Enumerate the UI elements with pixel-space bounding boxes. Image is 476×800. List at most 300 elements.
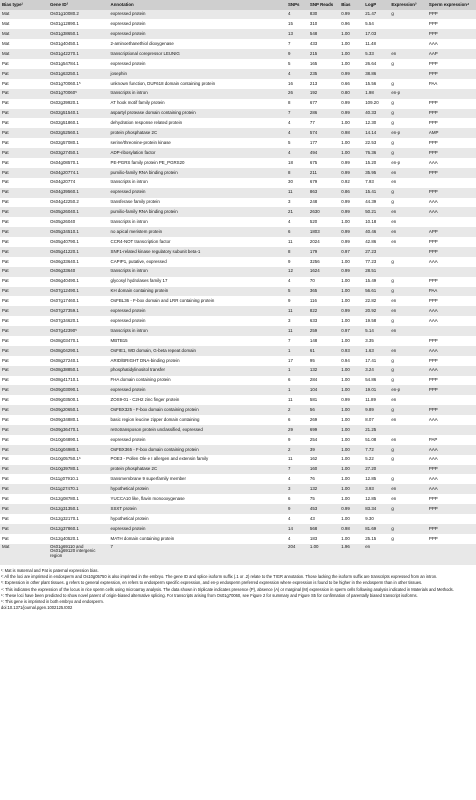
cell-expression: g [389, 109, 427, 119]
cell-annotation: AT hook motif family protein [109, 99, 286, 109]
cell-logp: 22.53 [363, 138, 389, 148]
cell-logp: 12.85 [363, 474, 389, 484]
cell-snp-reads: 56 [308, 405, 339, 415]
cell-snp-reads: 286 [308, 109, 339, 119]
cell-sperm-expression: PPP [427, 118, 476, 128]
cell-bias-type: Pat [0, 198, 48, 208]
cell-bias: 0.86 [339, 188, 363, 198]
cell-snps: 11 [286, 237, 308, 247]
cell-annotation: hypothetical protein [109, 514, 286, 524]
cell-logp: en [363, 544, 389, 565]
cell-expression: en [389, 168, 427, 178]
table-row [0, 524, 476, 534]
cell-annotation: protein phosphatase 2C [109, 128, 286, 138]
cell-expression: en [389, 217, 427, 227]
cell-gene-id: Os01g54784.1 [48, 59, 109, 69]
cell-snp-reads: 77 [308, 118, 339, 128]
cell-gene-id: Os05g34510.1 [48, 227, 109, 237]
cell-bias-type: Pat [0, 455, 48, 465]
cell-annotation: expressed protein [109, 59, 286, 69]
cell-logp: 83.34 [363, 504, 389, 514]
cell-bias: 0.99 [339, 395, 363, 405]
cell-annotation: expressed protein [109, 435, 286, 445]
cell-snps: 30 [286, 178, 308, 188]
cell-sperm-expression: AAA [427, 158, 476, 168]
cell-snp-reads: 3256 [308, 257, 339, 267]
cell-snp-reads: 520 [308, 217, 339, 227]
cell-expression: en [389, 415, 427, 425]
cell-bias-type: Pat [0, 188, 48, 198]
table-row [0, 198, 476, 208]
cell-annotation: transcriptional corepressor LEUNIG [109, 49, 286, 59]
cell-logp: 3.35 [363, 336, 389, 346]
cell-bias-type: Pat [0, 306, 48, 316]
table-row [0, 138, 476, 148]
cell-annotation: transcripts in intron [109, 178, 286, 188]
cell-logp: 5.22 [363, 455, 389, 465]
cell-bias-type: Pat [0, 316, 48, 326]
cell-annotation: expressed protein [109, 524, 286, 534]
cell-bias: 1.00 [339, 287, 363, 297]
cell-sperm-expression: PPP [427, 10, 476, 20]
cell-bias-type: Pat [0, 425, 48, 435]
cell-annotation: transferase family protein [109, 198, 286, 208]
cell-sperm-expression: PPP [427, 534, 476, 544]
cell-bias: 1.96 [339, 544, 363, 565]
cell-snps: 7 [286, 465, 308, 475]
cell-bias: 1.00 [339, 494, 363, 504]
cell-sperm-expression: PAA [427, 79, 476, 89]
cell-snp-reads: 581 [308, 395, 339, 405]
cell-annotation: aspartyl protease domain containing protein [109, 109, 286, 119]
cell-annotation: expressed protein [109, 10, 286, 20]
cell-annotation: unknown function, DUF618 domain containing protein [109, 79, 286, 89]
cell-sperm-expression [427, 544, 476, 565]
table-row [0, 376, 476, 386]
table-row [0, 504, 476, 514]
cell-bias-type: Pat [0, 148, 48, 158]
cell-bias-type: Pat [0, 158, 48, 168]
cell-bias: 1.00 [339, 39, 363, 49]
cell-snp-reads: 254 [308, 435, 339, 445]
cell-snp-reads: 675 [308, 158, 339, 168]
cell-snps: 6 [286, 376, 308, 386]
table-row [0, 465, 476, 475]
cell-sperm-expression: PPP [427, 19, 476, 29]
cell-gene-id: Os04g39560.1 [48, 188, 109, 198]
cell-annotation: serine/threonine-protein kinase [109, 138, 286, 148]
cell-expression: g [389, 118, 427, 128]
col-gene-id: Gene ID² [48, 0, 109, 10]
cell-gene-id: Os09g03090.1 [48, 385, 109, 395]
cell-logp: 26.64 [363, 59, 389, 69]
cell-expression: g [389, 138, 427, 148]
table-row [0, 257, 476, 267]
cell-snp-reads: 211 [308, 168, 339, 178]
cell-gene-id: Os08g27240.1 [48, 356, 109, 366]
cell-snp-reads: 1.00 [308, 544, 339, 565]
cell-expression: g [389, 405, 427, 415]
cell-gene-id: Os08g41710.1 [48, 376, 109, 386]
cell-gene-id: Os02g52560.1 [48, 128, 109, 138]
cell-expression: g [389, 504, 427, 514]
table-row [0, 109, 476, 119]
cell-annotation: MATH domain containing protein [109, 534, 286, 544]
cell-bias: 0.99 [339, 504, 363, 514]
table-row [0, 395, 476, 405]
col-bias-type: Bias type¹ [0, 0, 48, 10]
cell-snp-reads: 310 [308, 19, 339, 29]
cell-logp: 27.23 [363, 247, 389, 257]
cell-gene-id: Os11g07910.1 [48, 474, 109, 484]
cell-snp-reads: 830 [308, 10, 339, 20]
col-sperm-expression: Sperm expression⁴ [427, 0, 476, 10]
cell-expression: g [389, 99, 427, 109]
cell-snps: 13 [286, 29, 308, 39]
cell-gene-id: Os02g57080.1 [48, 138, 109, 148]
cell-logp: 15.41 [363, 188, 389, 198]
table-row [0, 435, 476, 445]
cell-snp-reads: 76 [308, 474, 339, 484]
table-row [0, 385, 476, 395]
cell-snps: 4 [286, 217, 308, 227]
table-row [0, 237, 476, 247]
col-logp: LogP [363, 0, 389, 10]
cell-bias: 0.99 [339, 69, 363, 79]
cell-logp: 1.98 [363, 89, 389, 99]
cell-snp-reads: 116 [308, 296, 339, 306]
cell-gene-id: Os01g63250.1 [48, 69, 109, 79]
cell-annotation: transcripts in intron [109, 217, 286, 227]
table-row [0, 247, 476, 257]
cell-logp: 40.46 [363, 227, 389, 237]
cell-logp: 11.89 [363, 395, 389, 405]
cell-sperm-expression: PAP [427, 435, 476, 445]
cell-bias: 1.00 [339, 376, 363, 386]
cell-snps: 7 [286, 39, 308, 49]
cell-snp-reads: 248 [308, 198, 339, 208]
cell-bias-type: Pat [0, 366, 48, 376]
cell-sperm-expression: PPP [427, 296, 476, 306]
cell-logp: 51.08 [363, 435, 389, 445]
table-row [0, 277, 476, 287]
cell-snps: 11 [286, 395, 308, 405]
cell-snps: 3 [286, 484, 308, 494]
cell-bias-type: Pat [0, 99, 48, 109]
cell-snps: 4 [286, 69, 308, 79]
cell-gene-id: Os04g08570.1 [48, 158, 109, 168]
table-row [0, 79, 476, 89]
cell-logp: 14.14 [363, 128, 389, 138]
cell-sperm-expression: PPP [427, 336, 476, 346]
cell-gene-id: Os12g37860.1 [48, 524, 109, 534]
cell-expression: g [389, 445, 427, 455]
cell-expression: en [389, 237, 427, 247]
cell-snps: 17 [286, 356, 308, 366]
col-annotation: Annotation [109, 0, 286, 10]
cell-sperm-expression: PPP [427, 247, 476, 257]
cell-snp-reads: 235 [308, 69, 339, 79]
cell-sperm-expression: PAA [427, 287, 476, 297]
cell-expression: en-p [389, 385, 427, 395]
cell-expression: g [389, 148, 427, 158]
cell-bias-type: Pat [0, 69, 48, 79]
cell-gene-id: Os10g04890.1 [48, 435, 109, 445]
cell-bias-type: Pat [0, 257, 48, 267]
cell-snp-reads: 95 [308, 356, 339, 366]
cell-sperm-expression: AAP [427, 49, 476, 59]
cell-expression [389, 39, 427, 49]
cell-sperm-expression: PPP [427, 188, 476, 198]
cell-gene-id: Os09g34880.1 [48, 415, 109, 425]
cell-sperm-expression [427, 217, 476, 227]
cell-bias-type: Pat [0, 168, 48, 178]
cell-logp: 3.93 [363, 484, 389, 494]
cell-sperm-expression: PPP [427, 385, 476, 395]
cell-bias-type: Mat [0, 39, 48, 49]
cell-sperm-expression [427, 425, 476, 435]
cell-logp: 15.49 [363, 277, 389, 287]
cell-logp: 56.61 [363, 287, 389, 297]
cell-logp: 17.41 [363, 356, 389, 366]
cell-bias: 1.00 [339, 49, 363, 59]
cell-bias-type: Pat [0, 326, 48, 336]
cell-snps: 3 [286, 198, 308, 208]
cell-bias: 1.00 [339, 366, 363, 376]
cell-bias-type: Pat [0, 207, 48, 217]
cell-bias: 1.00 [339, 118, 363, 128]
cell-sperm-expression: PPP [427, 59, 476, 69]
cell-snps: 12 [286, 267, 308, 277]
footnote: ²: All the loci are imprinted in endosperm and Os10g05750 is also imprinted in the embryo. The gene ID and splice isoform suffix (.1 or .2) relate to the TIGR annotation. Those lacking the isoform suffix are transcripts expressed from an intron. [1, 573, 438, 579]
cell-expression: g [389, 366, 427, 376]
cell-logp: 35.95 [363, 168, 389, 178]
cell-gene-id: Os12g40520.1 [48, 534, 109, 544]
cell-snps: 6 [286, 227, 308, 237]
cell-snps: 9 [286, 504, 308, 514]
cell-sperm-expression: AAA [427, 257, 476, 267]
cell-logp: 77.23 [363, 257, 389, 267]
cell-annotation: transcripts in intron [109, 89, 286, 99]
cell-snp-reads: 433 [308, 39, 339, 49]
cell-gene-id: Os06g33640.1 [48, 257, 109, 267]
cell-gene-id: Os09g03500.1 [48, 395, 109, 405]
cell-gene-id: Os08g04290.1 [48, 346, 109, 356]
cell-bias: 0.96 [339, 19, 363, 29]
cell-snps: 18 [286, 158, 308, 168]
cell-gene-id: Os06g40490.1 [48, 277, 109, 287]
cell-expression: g [389, 474, 427, 484]
cell-annotation: KH domain containing protein [109, 287, 286, 297]
cell-bias-type: Pat [0, 405, 48, 415]
cell-snp-reads: 822 [308, 306, 339, 316]
cell-sperm-expression: AAA [427, 445, 476, 455]
cell-snps: 11 [286, 455, 308, 465]
cell-annotation: SSXT protein [109, 504, 286, 514]
cell-snps: 4 [286, 277, 308, 287]
cell-expression: g [389, 376, 427, 386]
cell-gene-id: Os09g20650.1 [48, 405, 109, 415]
cell-sperm-expression: AAA [427, 316, 476, 326]
cell-bias: 0.99 [339, 168, 363, 178]
cell-annotation: basic region leucine zipper domain containing [109, 415, 286, 425]
cell-bias: 0.66 [339, 79, 363, 89]
cell-sperm-expression: PPP [427, 524, 476, 534]
cell-bias: 1.00 [339, 138, 363, 148]
cell-bias-type: Pat [0, 336, 48, 346]
cell-gene-id: Os01g38650.1 [48, 29, 109, 39]
cell-bias: 0.98 [339, 524, 363, 534]
table-row [0, 128, 476, 138]
cell-expression: g [389, 524, 427, 534]
cell-expression: g [389, 79, 427, 89]
cell-bias: 0.92 [339, 178, 363, 188]
cell-bias-type: Mat [0, 10, 48, 20]
cell-expression: g [389, 534, 427, 544]
cell-expression: en [389, 326, 427, 336]
cell-snp-reads: 259 [308, 326, 339, 336]
table-row [0, 207, 476, 217]
cell-sperm-expression: AAA [427, 198, 476, 208]
cell-annotation: 7 [109, 544, 286, 565]
cell-snps: 11 [286, 306, 308, 316]
cell-logp: 40.33 [363, 109, 389, 119]
cell-snps: 16 [286, 79, 308, 89]
cell-snp-reads: 1624 [308, 267, 339, 277]
cell-bias: 1.00 [339, 385, 363, 395]
cell-sperm-expression: PPP [427, 356, 476, 366]
cell-bias: 0.99 [339, 207, 363, 217]
cell-gene-id: Os01g10080.2 [48, 10, 109, 20]
cell-snp-reads: 1803 [308, 227, 339, 237]
cell-expression: en [389, 435, 427, 445]
table-row [0, 306, 476, 316]
cell-bias-type: Pat [0, 474, 48, 484]
cell-annotation: transmembrane 9 superfamily member [109, 474, 286, 484]
cell-annotation: ARID/BRIGHT DNA-binding protein [109, 356, 286, 366]
table-row [0, 534, 476, 544]
cell-expression [389, 465, 427, 475]
cell-sperm-expression: PPP [427, 494, 476, 504]
cell-bias: 1.00 [339, 534, 363, 544]
cell-snps: 8 [286, 247, 308, 257]
cell-expression: en [389, 346, 427, 356]
cell-gene-id: Os08g03470.1 [48, 336, 109, 346]
cell-gene-id: Os10g39780.1 [48, 465, 109, 475]
cell-sperm-expression [427, 514, 476, 524]
cell-sperm-expression: PPP [427, 138, 476, 148]
cell-sperm-expression: AAA [427, 484, 476, 494]
cell-bias: 0.94 [339, 356, 363, 366]
cell-bias: 1.00 [339, 405, 363, 415]
cell-expression [389, 336, 427, 346]
cell-bias: 1.00 [339, 415, 363, 425]
cell-annotation: josephin [109, 69, 286, 79]
cell-annotation: OsFBL36 - F-box domain and LRR containing protein [109, 296, 286, 306]
col-snp-reads: SNP Reads [308, 0, 339, 10]
cell-gene-id: Os04g20774 [48, 178, 109, 188]
cell-bias-type: Pat [0, 217, 48, 227]
cell-logp: 22.82 [363, 296, 389, 306]
cell-expression [389, 29, 427, 39]
cell-logp: 81.69 [363, 524, 389, 534]
cell-logp: 38.86 [363, 69, 389, 79]
cell-bias-type: Mat [0, 29, 48, 39]
table-row [0, 217, 476, 227]
cell-bias-type: Pat [0, 227, 48, 237]
cell-sperm-expression: PPP [427, 29, 476, 39]
cell-snp-reads: 699 [308, 425, 339, 435]
cell-snps: 9 [286, 257, 308, 267]
cell-sperm-expression: AAA [427, 474, 476, 484]
table-row [0, 39, 476, 49]
table-row [0, 336, 476, 346]
cell-annotation: CCR4-NOT transcription factor [109, 237, 286, 247]
cell-bias: 0.99 [339, 227, 363, 237]
cell-logp: 19.01 [363, 385, 389, 395]
cell-logp: 15.56 [363, 79, 389, 89]
cell-expression [389, 69, 427, 79]
cell-snps: 14 [286, 524, 308, 534]
cell-expression: en [389, 296, 427, 306]
cell-snps: 4 [286, 10, 308, 20]
table-row [0, 29, 476, 39]
cell-logp: 5.33 [363, 49, 389, 59]
cell-expression: g [389, 316, 427, 326]
cell-logp: 76.36 [363, 148, 389, 158]
cell-bias-type: Pat [0, 267, 48, 277]
cell-sperm-expression: AAA [427, 39, 476, 49]
cell-snp-reads: 165 [308, 59, 339, 69]
cell-expression: en [389, 306, 427, 316]
cell-bias: 0.99 [339, 306, 363, 316]
cell-sperm-expression: PPP [427, 69, 476, 79]
cell-gene-id: Os12g32170.1 [48, 514, 109, 524]
cell-annotation: OsFBX325 - F-box domain containing protein [109, 405, 286, 415]
cell-bias: 0.99 [339, 10, 363, 20]
cell-bias-type: Pat [0, 296, 48, 306]
cell-gene-id: Os10g04980.1 [48, 445, 109, 455]
cell-snps: 5 [286, 59, 308, 69]
cell-logp: 28.51 [363, 267, 389, 277]
cell-logp: 7.93 [363, 178, 389, 188]
table-row [0, 99, 476, 109]
cell-annotation: expressed protein [109, 188, 286, 198]
cell-gene-id: Os01g12890.1 [48, 19, 109, 29]
cell-sperm-expression: AMP [427, 128, 476, 138]
cell-bias: 1.00 [339, 296, 363, 306]
cell-bias-type: Pat [0, 376, 48, 386]
table-row [0, 296, 476, 306]
cell-annotation: ADP-ribosylation factor [109, 148, 286, 158]
table-row [0, 346, 476, 356]
cell-logp: 8.07 [363, 415, 389, 425]
cell-bias: 1.00 [339, 455, 363, 465]
cell-bias: 1.00 [339, 257, 363, 267]
cell-bias: 0.99 [339, 237, 363, 247]
cell-gene-id: Os07g34620.1 [48, 316, 109, 326]
cell-sperm-expression: PPP [427, 237, 476, 247]
cell-snps: 11 [286, 326, 308, 336]
cell-logp: 15.20 [363, 158, 389, 168]
cell-bias-type: Pat [0, 287, 48, 297]
cell-bias-type: Pat [0, 524, 48, 534]
cell-gene-id: Os07g17460.1 [48, 296, 109, 306]
cell-bias-type: Pat [0, 89, 48, 99]
cell-logp: 11.48 [363, 39, 389, 49]
cell-annotation: transcripts in intron [109, 326, 286, 336]
cell-expression: en [389, 494, 427, 504]
